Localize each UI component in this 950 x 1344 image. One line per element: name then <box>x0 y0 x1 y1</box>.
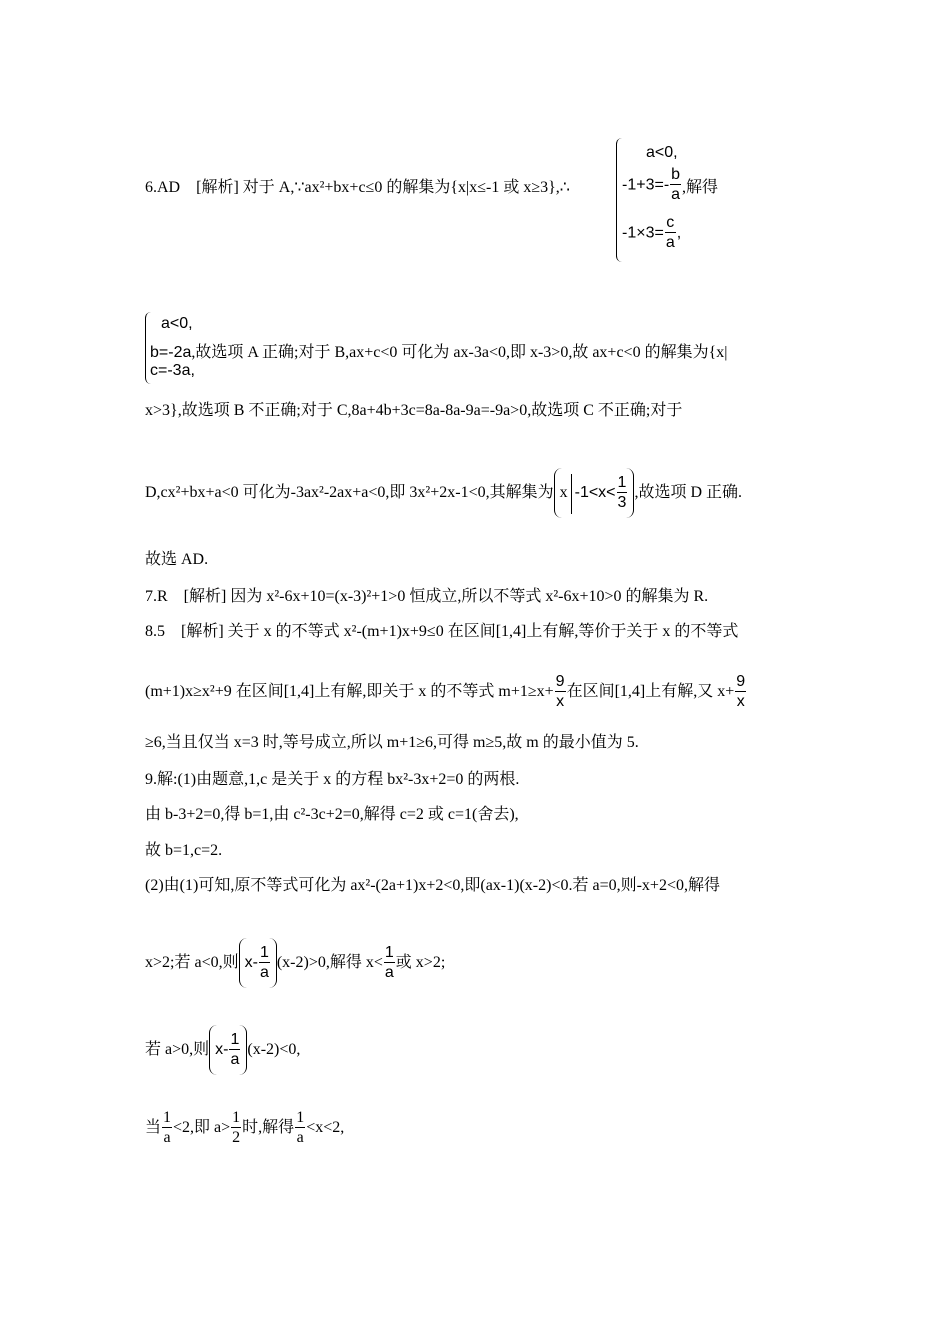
system2-row1: a<0, <box>161 315 193 332</box>
p9-line2: 由 b-3+2=0,得 b=1,由 c²-3c+2=0,解得 c=2 或 c=1(舍去), <box>145 806 519 823</box>
system1-row2: -1+3=- $\frac{b}{a}$ ,解得 <box>622 166 719 203</box>
p8-line1: 8.5 [解析] 关于 x 的不等式 x²-(m+1)x+9≤0 在区间[1,4]上有解,等价于关于 x 的不等式 <box>145 623 739 640</box>
p6-line4: D,cx²+bx+a<0 可化为-3ax²-2ax+a<0,即 3x²+2x-1<0,其解集为 x -1<x< $\frac{1}{3}$ ,故选项 D 正确. <box>145 468 742 518</box>
p9-line3: 故 b=1,c=2. <box>145 842 223 859</box>
p8-line2: (m+1)x≥x²+9 在区间[1,4]上有解,即关于 x 的不等式 m+1≥x+ $\frac{9}{x}$ 在区间[1,4]上有解,又 x+ $\frac{9}{x}$ <box>145 672 746 710</box>
p9-line5: x>2;若 a<0,则 x- $\frac{1}{a}$ (x-2)>0,解得 x< $\frac{1}{a}$ 或 x>2; <box>145 938 445 988</box>
p7-line1: 7.R [解析] 因为 x²-6x+10=(x-3)²+1>0 恒成立,所以不等式 x²-6x+10>0 的解集为 R. <box>145 588 709 605</box>
p6-line5: 故选 AD. <box>145 551 209 568</box>
p6-line1: 6.AD [解析] 对于 A,∵ax²+bx+c≤0 的解集为{x|x≤-1 或 x≥3},∴ <box>145 179 570 196</box>
p9-line6: 若 a>0,则 x- $\frac{1}{a}$ (x-2)<0, <box>145 1025 300 1075</box>
system-of-equations-1 <box>616 138 776 262</box>
p9-line7: 当 $\frac{1}{a}$ <2,即 a> $\frac{1}{2}$ 时,解得 $\frac{1}{a}$ <x<2, <box>145 1108 345 1146</box>
system1-row1: a<0, <box>646 144 678 161</box>
system1-row3: -1×3= $\frac{c}{a}$ , <box>622 214 682 251</box>
p8-line3: ≥6,当且仅当 x=3 时,等号成立,所以 m+1≥6,可得 m≥5,故 m 的最小值为 5. <box>145 734 639 751</box>
system-of-equations-2 <box>145 312 825 384</box>
p6-line3: x>3},故选项 B 不正确;对于 C,8a+4b+3c=8a-8a-9a=-9a>0,故选项 C 不正确;对于 <box>145 402 683 419</box>
system2-row3: c=-3a, <box>150 362 195 379</box>
p9-line1: 9.解:(1)由题意,1,c 是关于 x 的方程 bx²-3x+2=0 的两根. <box>145 771 520 788</box>
p9-line4: (2)由(1)可知,原不等式可化为 ax²-(2a+1)x+2<0,即(ax-1)(x-2)<0.若 a=0,则-x+2<0,解得 <box>145 877 720 894</box>
system2-row2: b=-2a,故选项 A 正确;对于 B,ax+c<0 可化为 ax-3a<0,即 x-3>0,故 ax+c<0 的解集为{x| <box>150 344 728 361</box>
solution-set-braces: x -1<x< $\frac{1}{3}$ <box>554 468 635 518</box>
